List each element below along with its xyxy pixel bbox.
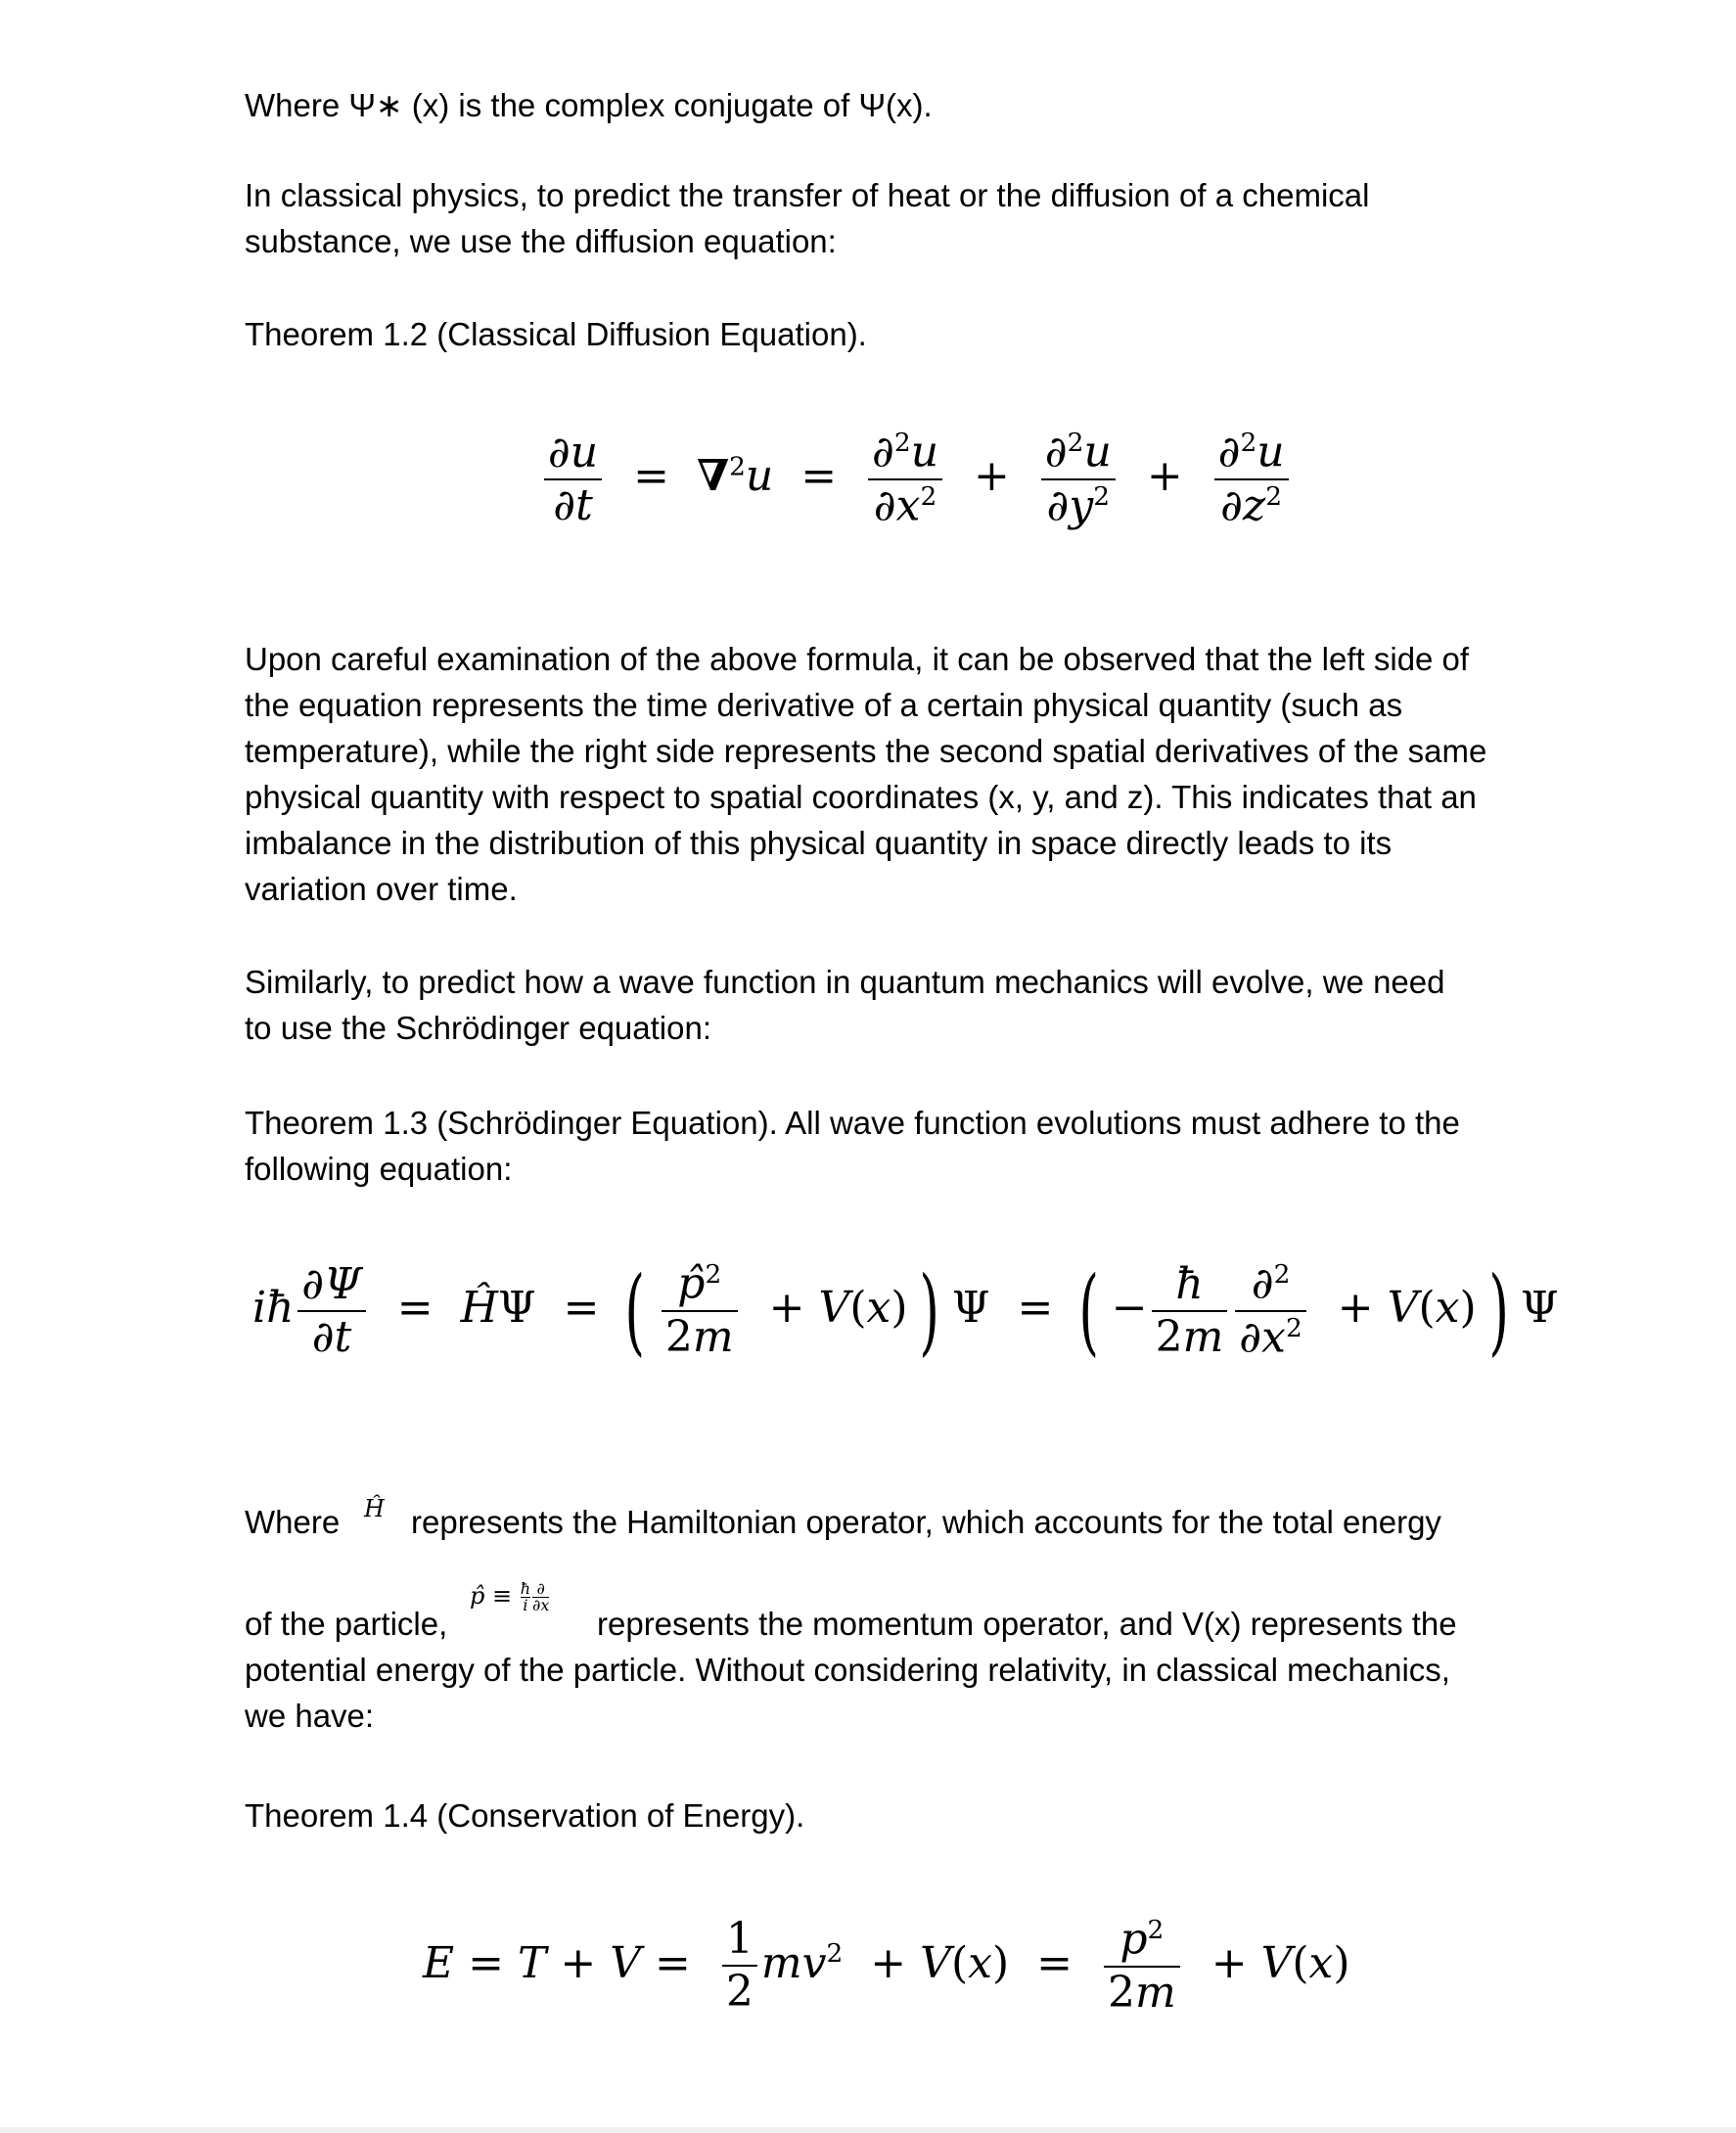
diffusion-equation: $\frac{\partial u}{\partial t}$ = ∇$^2$u = $\frac{\partial^2u}{\partial x^2}$ + $\frac{\partial^2u}{\partial y^2}$ + $\frac{\partial^2u}{\partial z^2}$ (540, 431, 1293, 527)
energy-equation: E = T + V = $\frac{1}{2}$ $mv^2 + V(x)$ = $\frac{p^2}{2m}$ + V(x) (423, 1914, 1350, 2018)
paragraph-momentum-lead: of the particle, (245, 1606, 448, 1642)
page-bottom-edge (0, 2127, 1736, 2133)
paragraph-hamiltonian-desc: represents the Hamiltonian operator, which accounts for the total energy (411, 1504, 1441, 1540)
hamiltonian-symbol: Ĥ (364, 1495, 385, 1522)
paragraph-conjugate: Where Ψ∗ (x) is the complex conjugate of Ψ(x). (245, 87, 933, 123)
paragraph-momentum-desc: represents the momentum operator, and V(x) represents the potential energy of the particle. Without considering relativity, in classical mechanics, we have: (245, 1606, 1457, 1734)
theorem-1-2-heading: Theorem 1.2 (Classical Diffusion Equation). (245, 316, 867, 352)
paragraph-schrodinger-intro: Similarly, to predict how a wave function in quantum mechanics will evolve, we need to use the Schrödinger equation: (245, 964, 1445, 1046)
paragraph-hamiltonian-where: Where (245, 1504, 341, 1540)
momentum-operator-formula: p̂ ≡ $\frac{ħ}{i}$ $\frac{\partial}{\partial x}$ (470, 1579, 550, 1614)
paragraph-diffusion-intro: In classical physics, to predict the transfer of heat or the diffusion of a chemical substance, we use the diffusion equation: (245, 177, 1370, 259)
theorem-1-4-heading: Theorem 1.4 (Conservation of Energy). (245, 1797, 805, 1834)
theorem-1-3-heading: Theorem 1.3 (Schrödinger Equation). All wave function evolutions must adhere to the following equation: (245, 1105, 1460, 1187)
schrodinger-equation: iħ $\frac{\partial\Psi}{\partial t}$ = ĤΨ = ( $\frac{p̂^2}{2m}$ + V(x) ) Ψ = ( − $\frac{ħ}{2m}$ $\frac{\partial^2}{\partial x^2}$ + V(x) ) Ψ (252, 1255, 1559, 1366)
paragraph-diffusion-explanation: Upon careful examination of the above formula, it can be observed that the left side of the equation represents the time derivative of a certain physical quantity (such as temperature), while the right side represents the second spatial derivatives of the same physical quantity with respect to spatial coordinates (x, y, and z). This indicates that an imbalance in the distribution of this physical quantity in space directly leads to its variation over time. (245, 641, 1487, 907)
